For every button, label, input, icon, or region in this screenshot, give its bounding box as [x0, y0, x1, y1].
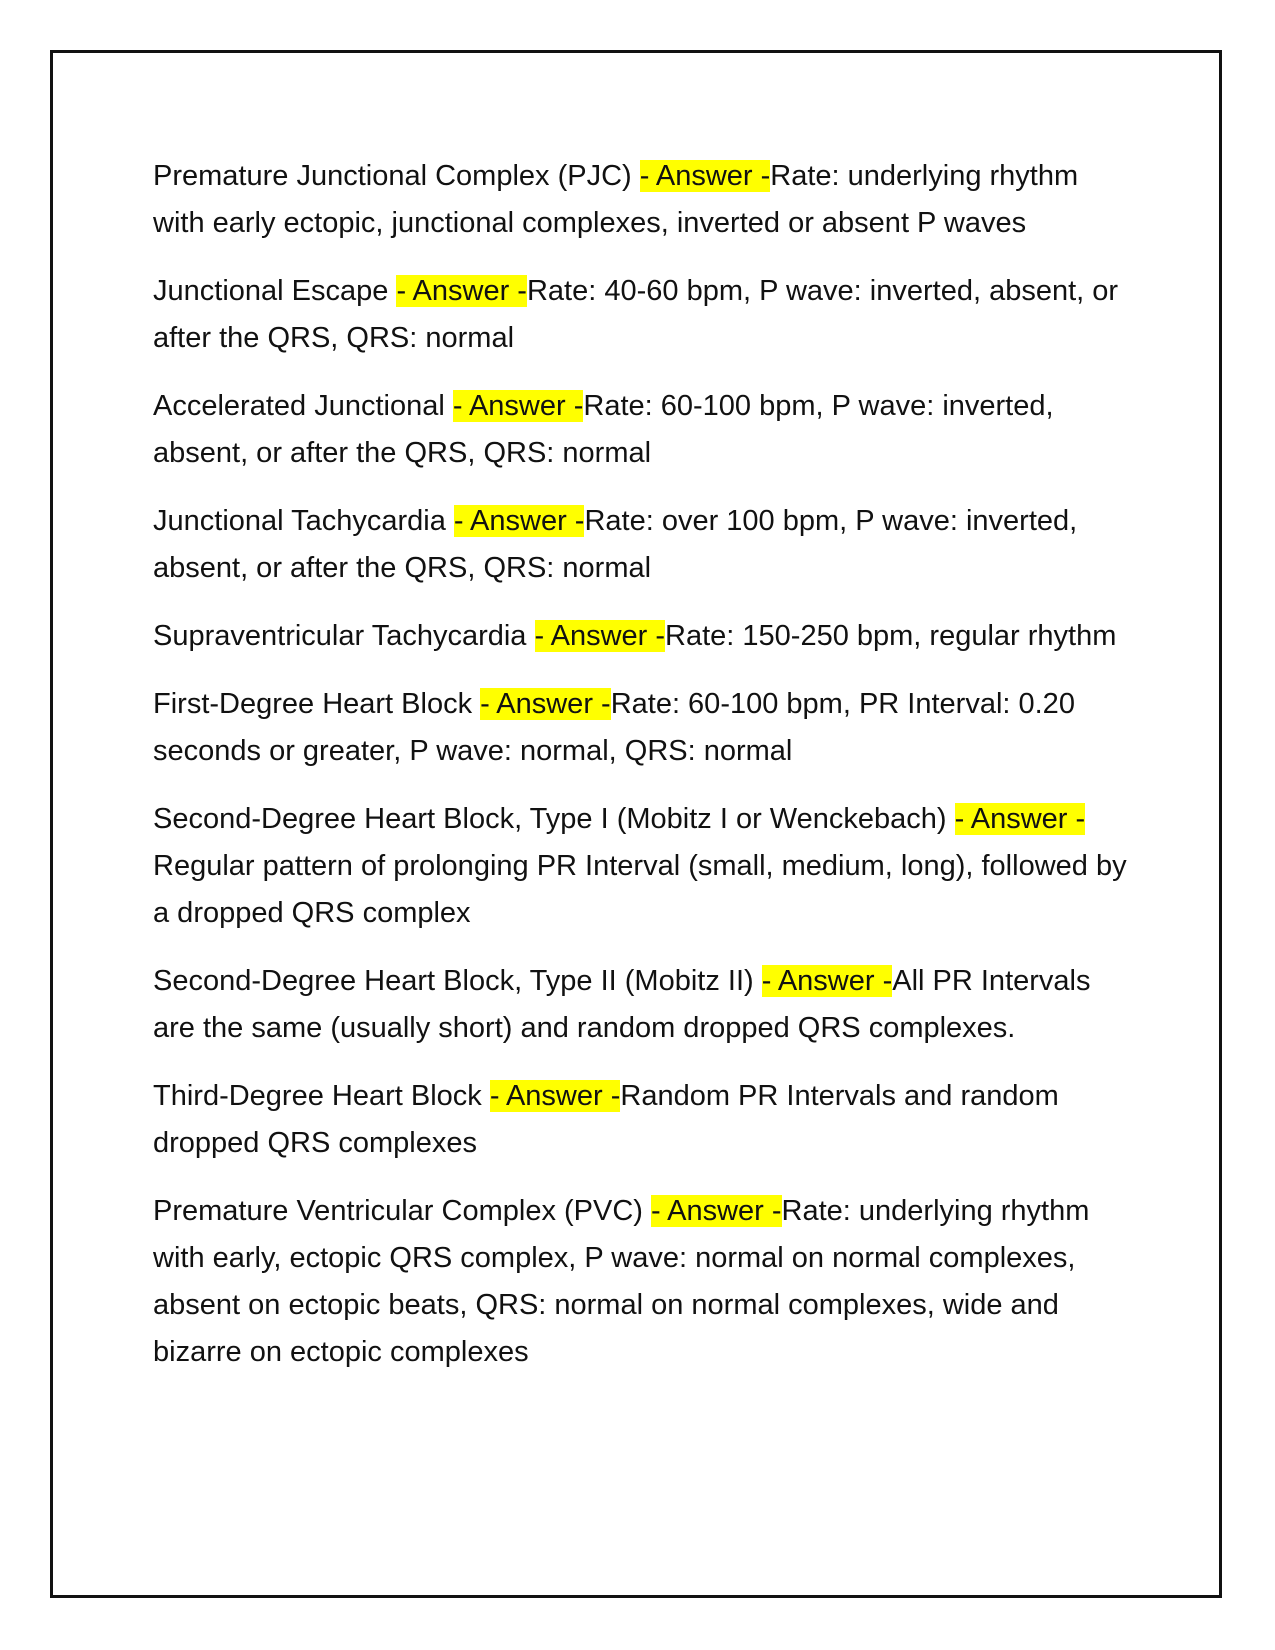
answer-highlight: - Answer - [489, 1080, 621, 1112]
answer-highlight: - Answer - [954, 803, 1086, 835]
entry-term: Junctional Escape [153, 275, 397, 307]
entry-term: Premature Ventricular Complex (PVC) [153, 1195, 651, 1227]
page-border [50, 50, 1222, 1598]
entry-junctional-tachycardia [153, 498, 1133, 592]
entry-svt [153, 613, 1133, 660]
document-body [153, 153, 1133, 1397]
entry-term: Supraventricular Tachycardia [153, 620, 535, 652]
entry-second-degree-type-1 [153, 796, 1133, 937]
answer-highlight: - Answer - [534, 620, 666, 652]
entry-definition: Random PR Intervals and random dropped QRS complexes [153, 1080, 1059, 1159]
entry-definition: Rate: 60-100 bpm, P wave: inverted, absent, or after the QRS, QRS: normal [153, 390, 1054, 469]
entry-definition: Regular pattern of prolonging PR Interval (small, medium, long), followed by a dropped QRS complex [153, 850, 1127, 929]
entry-accelerated-junctional [153, 383, 1133, 477]
entry-term: Accelerated Junctional [153, 390, 453, 422]
entry-term: Second-Degree Heart Block, Type II (Mobitz II) [153, 965, 762, 997]
answer-highlight: - Answer - [480, 688, 611, 720]
entry-term: Third-Degree Heart Block [153, 1080, 490, 1112]
entry-definition: Rate: 40-60 bpm, P wave: inverted, absent, or after the QRS, QRS: normal [153, 275, 1119, 354]
entry-pvc [153, 1188, 1133, 1376]
entry-pjc [153, 153, 1133, 247]
entry-junctional-escape [153, 268, 1133, 362]
answer-highlight: - Answer - [639, 160, 771, 192]
answer-highlight: - Answer - [651, 1195, 782, 1227]
entry-definition: Rate: over 100 bpm, P wave: inverted, absent, or after the QRS, QRS: normal [153, 505, 1078, 584]
entry-term: Junctional Tachycardia [153, 505, 454, 537]
answer-highlight: - Answer - [396, 275, 527, 307]
entry-third-degree-block [153, 1073, 1133, 1167]
entry-definition: Rate: 150-250 bpm, regular rhythm [665, 620, 1117, 652]
entry-definition: Rate: 60-100 bpm, PR Interval: 0.20 seconds or greater, P wave: normal, QRS: normal [153, 688, 1075, 767]
entry-term: Second-Degree Heart Block, Type I (Mobitz I or Wenckebach) [153, 803, 955, 835]
answer-highlight: - Answer - [761, 965, 893, 997]
entry-definition: All PR Intervals are the same (usually short) and random dropped QRS complexes. [153, 965, 1091, 1044]
entry-term: First-Degree Heart Block [153, 688, 481, 720]
entry-definition: Rate: underlying rhythm with early ectopic, junctional complexes, inverted or absent P waves [153, 160, 1079, 239]
entry-definition: Rate: underlying rhythm with early, ectopic QRS complex, P wave: normal on normal complexes, absent on ectopic beats, QRS: normal on normal complexes, wide and bizarre on ectopic complexes [153, 1195, 1090, 1368]
entry-first-degree-block [153, 681, 1133, 775]
answer-highlight: - Answer - [453, 505, 585, 537]
answer-highlight: - Answer - [452, 390, 584, 422]
entry-term: Premature Junctional Complex (PJC) [153, 160, 640, 192]
entry-second-degree-type-2 [153, 958, 1133, 1052]
